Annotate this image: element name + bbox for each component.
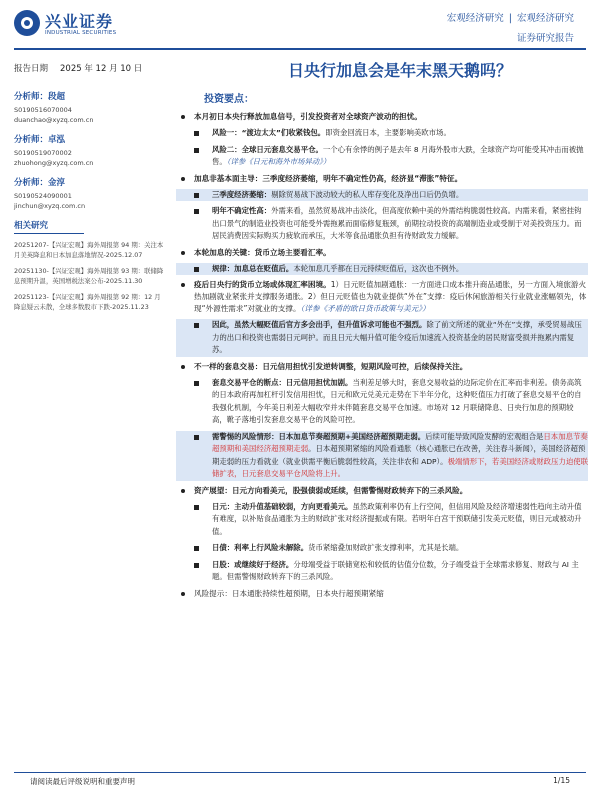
logo-english-name: INDUSTRIAL SECURITIES bbox=[45, 30, 117, 36]
square-bullet-icon bbox=[194, 193, 199, 198]
square-bullet-icon bbox=[194, 267, 199, 272]
sub-point-text: 本轮加息几乎都在日元持续贬值后，这次也不例外。 bbox=[293, 263, 464, 273]
sub-point bbox=[176, 431, 588, 481]
key-point-text: 本月初日本央行释放加息信号，引发投资者对全球资产波动的担忧。 bbox=[194, 112, 422, 121]
key-point-text: 本轮加息的关键：货币立场主要看汇率。 bbox=[194, 247, 331, 257]
related-research-title: 相关研究 bbox=[14, 219, 84, 234]
bullet-icon bbox=[181, 489, 185, 493]
key-point-text: 不一样的套息交易：日元信用担忧引发逆转调整，短期风险可控，后续保持关注。 bbox=[194, 361, 468, 371]
report-date bbox=[14, 62, 154, 74]
sub-point-lead: 风险一：“渡边太太”们收紧钱包。 bbox=[212, 128, 326, 137]
page-header bbox=[0, 0, 600, 50]
bullet-icon bbox=[181, 115, 185, 119]
company-logo bbox=[14, 8, 154, 44]
sub-point bbox=[176, 144, 588, 169]
key-point bbox=[176, 111, 588, 123]
analyst-email[interactable]: zhuohong@xyzq.com.cn bbox=[14, 159, 94, 167]
square-bullet-icon bbox=[194, 435, 199, 440]
footer-disclaimer: 请阅读最后评级说明和重要声明 bbox=[30, 777, 135, 786]
sub-point-text: 外需来看，虽然贸易战冲击淡化，但高度依赖中美的外需结构脆弱性较高。内需来看，紧密挂钩出口景气的制造业投资也可能受外需拖累而面临修复瓶颈，前期拉动投资的高端制造业或受制于对美投资压力。而居民消费因实际购买力疲软而承压，大米等食品通胀负担有待财政发力缓解。 bbox=[212, 206, 582, 240]
analyst-card bbox=[14, 90, 164, 125]
key-point bbox=[176, 485, 588, 497]
bullet-icon bbox=[181, 283, 185, 287]
page-title: 日央行加息会是年末黑天鹅吗？ bbox=[287, 61, 512, 80]
header-divider bbox=[14, 48, 586, 50]
sub-category-label: 宏观经济研究 bbox=[516, 13, 574, 24]
sub-point bbox=[176, 127, 588, 140]
date-value: 2025 年 12 月 10 日 bbox=[60, 64, 143, 74]
analyst-email[interactable]: jinchun@xyzq.com.cn bbox=[14, 202, 86, 210]
analyst-id: S0190519070002 bbox=[14, 149, 72, 157]
sub-point-lead: 三季度经济萎缩： bbox=[212, 189, 272, 199]
related-research-item[interactable]: 20251123-【兴证宏观】海外周报第 92 期：12 月降息疑云未散，全球多数股市下跌-2025.11.23 bbox=[14, 293, 161, 311]
date-label: 报告日期 bbox=[14, 64, 49, 74]
sub-point-text: 一个心有余悸的例子是去年 8 月海外股市大跌，全球资产均可能受其冲击而被抛售。 bbox=[212, 144, 584, 166]
logo-icon bbox=[14, 10, 40, 36]
sub-point-lead: 日股：或继续好于经济。 bbox=[212, 559, 294, 569]
analyst-email[interactable]: duanchao@xyzq.com.cn bbox=[14, 116, 94, 124]
bullet-icon bbox=[181, 251, 185, 255]
sub-point-text: 剔除贸易战下波动较大的私人库存变化及净出口后仍负增。 bbox=[271, 189, 464, 199]
bullet-icon bbox=[181, 177, 185, 181]
sub-point-text-2: 。日本超预期紧缩的风险看通胀（核心通胀已在改善，关注春斗新闻），美国经济超预期走弱的压力看就业（就业供需平衡后脆弱性较高，关注非农和 ADP）。 bbox=[212, 444, 586, 466]
key-point-text: 资产展望：日元方向看美元，股强债弱或延续，但需警惕财政转弃下的三杀风险。 bbox=[194, 485, 468, 495]
footer-divider bbox=[14, 772, 586, 773]
sub-point bbox=[176, 189, 588, 202]
sub-point bbox=[176, 319, 588, 357]
sub-point-text: 当利差足够大时，套息交易收益的边际定价在汇率而非利差。债务高筑的日本政府再加杠杆引发信用担忧，日元和欧元兑美元走势在下半年分化，这种贬值压力打破了套息交易平仓的自我强化机制，今年美日利差大幅收窄并未伴随套息交易平仓加速。市场对 12 月联储降息、日央行加息的预期较高，靴子落地引发套息交易平仓的风险可控。 bbox=[212, 377, 582, 424]
category-separator: | bbox=[508, 13, 512, 24]
sidebar bbox=[14, 90, 164, 312]
key-point bbox=[176, 247, 588, 259]
bullet-icon bbox=[181, 592, 185, 596]
bullet-icon bbox=[181, 365, 185, 369]
analyst-name: 分析师：段超 bbox=[14, 92, 66, 102]
sub-point-lead: 风险二：全球日元套息交易平仓。 bbox=[212, 144, 323, 154]
page-number: 1/15 bbox=[553, 776, 570, 785]
sub-point bbox=[176, 377, 588, 427]
related-research-item[interactable]: 20251130-【兴证宏观】海外周报第 93 期：联储降息预期升温，英国增税法案公布-2025.11.30 bbox=[14, 267, 164, 285]
report-type: 证券研究报告 bbox=[516, 33, 574, 44]
sub-point-text: 后续可能导致风险发酵的宏观组合是 bbox=[425, 431, 544, 441]
sub-point bbox=[176, 205, 588, 243]
sub-point-lead: 日元：主动升值基础较弱，方向更看美元。 bbox=[212, 501, 353, 511]
key-point-text: 加息非基本面主导：三季度经济萎缩，明年不确定性仍高，经济显“滞胀”特征。 bbox=[194, 173, 463, 183]
sub-point bbox=[176, 559, 588, 584]
related-research-item[interactable]: 20251207-【兴证宏观】海外周报第 94 期：关注本月美英降息和日本加息落地情况-2025.12.07 bbox=[14, 241, 164, 259]
square-bullet-icon bbox=[194, 323, 199, 328]
analyst-id: S0190524090001 bbox=[14, 192, 72, 200]
key-points bbox=[176, 90, 588, 600]
sub-point bbox=[176, 501, 588, 539]
sub-point-text: 虽然政策利率仍有上行空间，但信用风险及经济增速弱性趋向主动升值有难度，以补贴食品通胀为主的财政扩张对经济提振或有限。若明年白宫干预联储引发美元贬值，则日元或被动升值。 bbox=[212, 501, 582, 536]
sub-point-lead: 需警惕的风险情形：日本加息节奏超预期+美国经济超预期走弱。 bbox=[212, 431, 426, 441]
square-bullet-icon bbox=[194, 546, 199, 551]
sub-point-text: 除了前文所述的就业“外在”支撑，承受贸易战压力的出口和投资也需弱日元呵护。而且日元大幅升值可能令疫后加速流入投资基金的居民财富受损并拖累内需复苏。 bbox=[212, 320, 582, 354]
square-bullet-icon bbox=[194, 381, 199, 386]
sub-point-lead: 规律：加息总在贬值后。 bbox=[212, 263, 294, 273]
key-point-body: 1）日元贬值加剧通胀：一方面进口成本推升商品通胀，另一方面入境旅游火热加剧就业紧张并支撑服务通胀。2）但日元贬值也为就业提供“外在”支撑：疫后休闲旅游相关行业就业涨幅领先，体现“外源性需求”对就业的支撑。 bbox=[194, 280, 587, 313]
analyst-card bbox=[14, 133, 164, 168]
risk-highlight: 极端情形下，若美国经济或财政压力迫使联储扩表，日元套息交易平仓风险将上升。 bbox=[212, 456, 589, 478]
header-categories bbox=[447, 10, 574, 44]
key-point bbox=[176, 279, 588, 315]
sub-point-lead: 明年不确定性高： bbox=[212, 206, 272, 215]
sub-point-lead: 日债：利率上行风险未解除。 bbox=[212, 543, 309, 552]
square-bullet-icon bbox=[194, 563, 199, 568]
reference-link[interactable]: （详参《矛盾的欧日货币政策与美元》） bbox=[300, 304, 430, 313]
sub-point-text: 分母端受益于联储宽松和较低的估值分位数，分子端受益于全球需求修复、财政与 AI 主题。但需警惕财政转弃下的三杀风险。 bbox=[212, 559, 579, 581]
key-points-heading: 投资要点： bbox=[204, 94, 254, 105]
square-bullet-icon bbox=[194, 505, 199, 510]
key-point bbox=[176, 173, 588, 185]
sub-point-lead: 套息交易平仓的断点：日元信用担忧加剧。 bbox=[212, 377, 353, 387]
logo-name: 兴业证券 bbox=[45, 12, 114, 31]
risk-warning bbox=[176, 588, 588, 600]
risk-highlight: 日本加息节奏超预期和美国经济超预期走弱 bbox=[212, 431, 588, 453]
analyst-name: 分析师：金淳 bbox=[14, 178, 66, 188]
analyst-card bbox=[14, 176, 164, 211]
category-label: 宏观经济研究 bbox=[446, 13, 504, 24]
square-bullet-icon bbox=[194, 209, 199, 214]
key-point-text: 疫后日央行的货币立场或体现汇率困境。 bbox=[194, 280, 331, 289]
analyst-id: S0190516070004 bbox=[14, 106, 72, 114]
sub-point bbox=[176, 263, 588, 276]
analyst-name: 分析师：卓泓 bbox=[14, 135, 66, 145]
square-bullet-icon bbox=[194, 131, 199, 136]
key-point bbox=[176, 361, 588, 373]
sub-point-text: 货币紧缩叠加财政扩张支撑利率，尤其是长端。 bbox=[308, 543, 464, 552]
reference-link[interactable]: （详参《日元和海外市场异动》） bbox=[226, 157, 331, 166]
sub-point-text: 即资金回流日本，主要影响美欧市场。 bbox=[325, 128, 451, 137]
square-bullet-icon bbox=[194, 148, 199, 153]
sub-point-lead: 因此，虽然大幅贬值后官方多会出手，但升值诉求可能也不强烈。 bbox=[212, 320, 427, 329]
risk-warning-text: 风险提示：日本通胀持续性超预期，日本央行超预期紧缩 bbox=[194, 588, 384, 598]
sub-point bbox=[176, 542, 588, 555]
